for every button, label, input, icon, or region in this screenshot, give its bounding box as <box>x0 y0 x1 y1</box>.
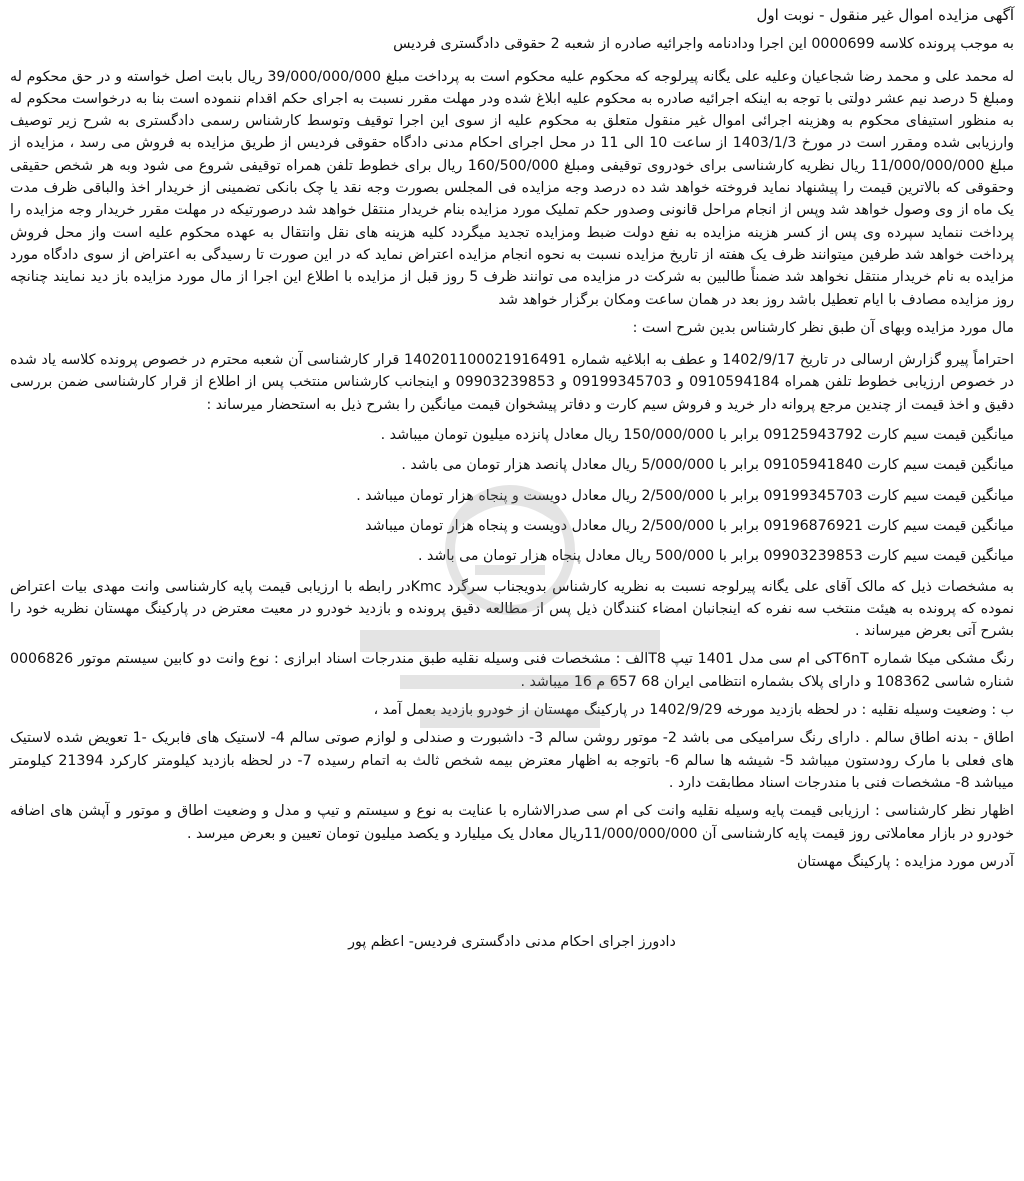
vehicle-condition-paragraph: اطاق - بدنه اطاق سالم . دارای رنگ سرامیکی می باشد 2- موتور روشن سالم 3- داشبورت و صندلی و لوازم صوتی سالم 4- لاستیک های فابریک -1 تعویض شده لاستیک های فعلی با مارک رودستون میباشد 5- شیشه ها سالم 6- باتوجه به اظهار معترض بیمه شخص ثالث به اتمام رسیده 7- در لحظه بازدید کیلومتر کارکرد 21394 کیلومتر میباشد 8- مشخصات فنی با مندرجات اسناد مطابقت دارد . <box>10 730 1015 791</box>
auction-address: آدرس مورد مزایده : پارکینگ مهستان <box>796 853 1014 870</box>
signature-line: دادورز اجرای احکام مدنی دادگستری فردیس- اعظم پور <box>348 934 676 951</box>
intro-paragraph: له محمد علی و محمد رضا شجاعیان وعلیه علی یگانه پیرلوجه که محکوم علیه محکوم است به پرداخت مبلغ 39/000/000/000 ریال بابت اصل خواسته و در حق محکوم له ومبلغ 5 درصد نیم عشر دولتی با توجه به اینکه اجرائیه صادره به محکوم علیه ابلاغ شده ودر مهلت مقرر نسبت به اجرای حکم اقدام ننموده است بنا به درخواست محکوم له به منظور استیفای محکوم به وهزینه اجرائی اموال غیر منقول متعلق به محکوم علیه از سوی این اجرا توقیف وتوسط کارشناس رسمی دادگستری به شرح زیر توصیف وارزیابی شده ومقرر است در مورخ 1403/1/3 از ساعت 10 الی 11 در محل اجرای احکام مدنی دادگاه حقوقی فردیس از طریق مزایده به فروش می رسد ، مزایده از مبلغ 11/000/000/000 ریال نظریه کارشناسی برای خودروی توقیفی ومبلغ 160/500/000 ریال برای خطوط تلفن همراه توقیفی شروع می شود وبه هر شخص حقیقی وحقوقی که بالاترین قیمت را پیشنهاد نماید فروخته خواهد شد ده درصد وجه مزایده فی المجلس بصورت وجه نقد یا چک بانکی تضمینی از خریدار اخذ والباقی ظرف مدت یک ماه از وی وصول خواهد شد وپس از انجام مراحل قانونی وصدور حکم تملیک مورد مزایده بنام خریدار منتقل خواهد شد درصورتیکه در مهلت مقرر خریدار وجه مزایده را پرداخت ننماید سپرده وی پس از کسر هزینه مزایده به نفع دولت ضبط ومزایده تجدید میگردد کلیه هزینه های نقل وانتقال به عهده محکوم علیه است واز محل فروش پرداخت خواهد شد طرفین میتوانند ظرف یک هفته از تاریخ مزایده نسبت به نحوه انجام مزایده اعتراض نماید که در این صورت تا رسیدگی به اعتراض از سوی دادگاه مورد مزایده به نام خریدار منتقل نخواهد شد ضمناً طالبین به شرکت در مزایده می توانند ظرف 5 روز قبل از مزایده با اطلاع این اجرا از مال مورد مزایده باز دید نمایند چنانچه روز مزایده مصادف با ایام تعطیل باشد روز بعد در همان ساعت ومکان برگزار خواهد شد <box>10 68 1015 308</box>
expert-paragraph: احتراماً پیرو گزارش ارسالی در تاریخ 1402/9/17 و عطف به ابلاغیه شماره 140201100021916491 قرار کارشناسی آن شعبه محترم در خصوص پرونده کلاسه یاد شده در خصوص ارزیابی خطوط تلفن همراه 0910594184 و 09199345703 و 09903239853 و اینجانب کارشناس منتخب پس از اطلاع از قرار کارشناسی ضمن بررسی دقیق و اخذ قیمت از چندین مرجع پروانه دار خرید و فروش سیم کارت و دفاتر پیشخوان قیمت میانگین را بشرح ذیل به استحضار میرساند : <box>10 352 1014 413</box>
sim-price-line: میانگین قیمت سیم کارت 09903239853 برابر با 500/000 ریال معادل پنجاه هزار تومان می باشد . <box>417 548 1014 565</box>
auction-notice-document <box>10 4 1014 1171</box>
property-heading: مال مورد مزایده وبهای آن طبق نظر کارشناس بدین شرح است : <box>632 319 1014 336</box>
notice-title: آگهی مزایده اموال غیر منقول - نوبت اول <box>756 6 1014 24</box>
vehicle-specs-paragraph: رنگ مشکی میکا شماره T6nTکی ام سی مدل 1401 تیپ T8الف : مشخصات فنی وسیله نقلیه طبق مندرجات اسناد ابرازی : نوع وانت دو کابین سیستم موتور 0006826 شناره شاسی 108362 و دارای پلاک بشماره انتظامی ایران 68 657 م 16 میباشد . <box>10 651 1014 690</box>
case-reference: به موجب پرونده کلاسه 0000699 این اجرا ودادنامه واجرائیه صادره از شعبه 2 حقوقی دادگستری فردیس <box>393 36 1014 53</box>
sim-price-line: میانگین قیمت سیم کارت 09105941840 برابر با 5/000/000 ریال معادل پانصد هزار تومان می باشد . <box>401 457 1014 474</box>
expert-opinion-paragraph: اظهار نظر کارشناسی : ارزیابی قیمت پایه وسیله نقلیه وانت کی ام سی صدرالاشاره با عنایت به نوع و سیستم و تیپ و مدل و وضعیت اطاق و موتور و آپشن های اضافه خودرو در بازار معاملاتی روز قیمت پایه کارشناسی آن 11/000/000/000ریال معادل یک میلیارد و یکصد میلیون تومان تعیین و بعرض میرسد . <box>10 803 1014 842</box>
sim-price-line: میانگین قیمت سیم کارت 09196876921 برابر با 2/500/000 ریال معادل دویست و پنجاه هزار تومان میباشد <box>365 517 1014 534</box>
vehicle-intro-paragraph: به مشخصات ذیل که مالک آقای علی یگانه پیرلوجه نسبت به نظریه کارشناس بدویجناب سرگرد Kmcدر رابطه با ارزیابی قیمت پایه کارشناسی وانت مهدی بیات اعتراض نموده که پرونده به هیئت منتخب سه نفره که اینجانبان امضاء کنندگان ذیل پس از مطالعه دقیق پرونده و بازدید خودرو در معیت معترض در پارکینگ مهستان نظریه خود را بشرح آتی بعرض میرساند . <box>10 578 1014 640</box>
sim-price-line: میانگین قیمت سیم کارت 09199345703 برابر با 2/500/000 ریال معادل دویست و پنجاه هزار تومان میباشد . <box>356 487 1014 504</box>
sim-price-line: میانگین قیمت سیم کارت 09125943792 برابر با 150/000/000 ریال معادل پانزده میلیون تومان میباشد . <box>380 427 1014 444</box>
vehicle-condition-heading: ب : وضعیت وسیله نقلیه : در لحظه بازدید مورخه 1402/9/29 در پارکینگ مهستان از خودرو بازدید بعمل آمد ، <box>373 702 1014 719</box>
